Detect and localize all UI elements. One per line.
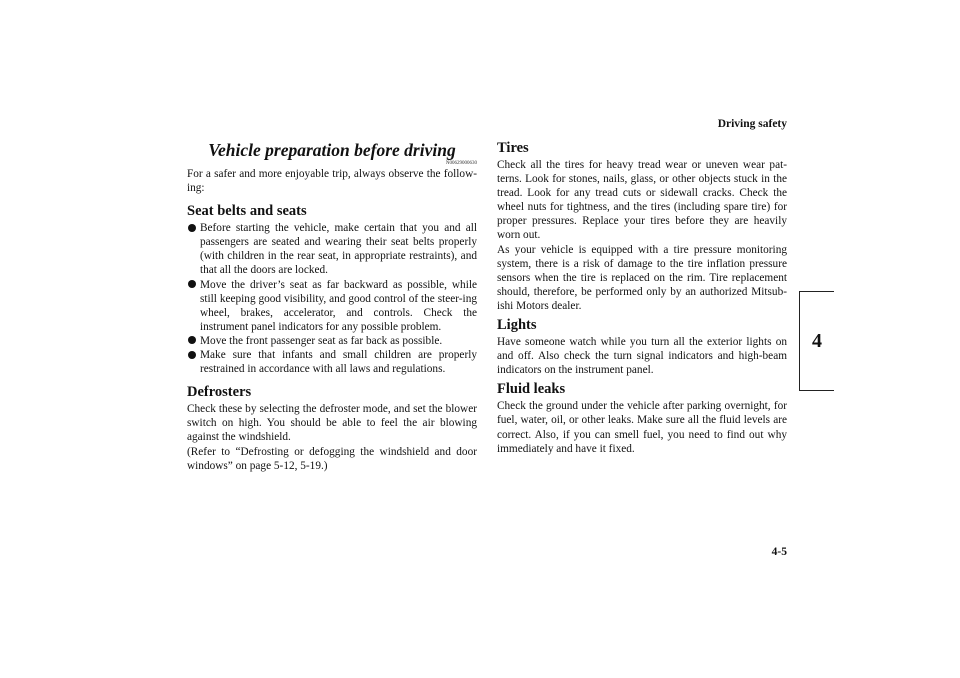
intro-text: For a safer and more enjoyable trip, always observe the follow-ing:: [187, 168, 477, 195]
bullet-icon: [188, 351, 196, 359]
bullet-icon: [188, 224, 196, 232]
section-title: Vehicle preparation before driving: [208, 140, 456, 160]
defrosters-heading: Defrosters: [187, 384, 252, 401]
defrosters-text: Check these by selecting the defroster mode, and set the blower switch on high. You should be able to feel the air blowing against the windshield.: [187, 403, 477, 444]
lights-text: Have someone watch while you turn all the exterior lights on and off. Also check the turn signal indicators and high-beam indicators on the instrument panel.: [497, 336, 787, 377]
left-column: [187, 140, 477, 473]
page-number: 4-5: [771, 546, 787, 558]
fluid-leaks-text: Check the ground under the vehicle after parking overnight, for fuel, water, oil, or other leaks. Make sure all the fluid levels are correct. Also, if you can smell fuel, you need to find out why immediately and have it fixed.: [497, 400, 787, 455]
list-item: [187, 221, 477, 277]
list-item-text: Move the driver’s seat as far backward as possible, while still keeping good visibility, and good control of the steer-ing wheel, brakes, accelerator, and controls. Check the instrument panel indicators for any possible problem.: [200, 278, 477, 333]
list-item-text: Before starting the vehicle, make certain that you and all passengers are seated and wearing their seat belts properly (with children in the rear seat, in appropriate restraints), and that all the doors are locked.: [200, 222, 477, 277]
defrosters-reference: (Refer to “Defrosting or defogging the windshield and door windows” on page 5-12, 5-19.): [187, 445, 477, 472]
running-head: Driving safety: [717, 118, 787, 130]
chapter-tab: [799, 291, 834, 391]
fluid-leaks-heading: Fluid leaks: [497, 381, 566, 398]
lights-heading: Lights: [497, 317, 537, 334]
tires-tpms-text: As your vehicle is equipped with a tire pressure monitoring system, there is a risk of damage to the tire inflation pressure sensors when the tire is replaced on the rim. Tire replacement should, therefore, be performed only by an authorized Mitsub-ishi Motors dealer.: [497, 243, 787, 312]
bullet-icon: [188, 336, 196, 344]
list-item-text: Move the front passenger seat as far back as possible.: [200, 334, 443, 347]
seat-belts-list: [187, 221, 477, 376]
chapter-tab-number: 4: [812, 329, 822, 352]
tires-heading: Tires: [497, 140, 529, 156]
tires-text: Check all the tires for heavy tread wear or uneven wear pat-terns. Look for stones, nails, glass, or other objects stuck in the tread. Look for any tread cuts or sidewall cracks. Check the wheel nuts for tightness, and the tires (including spare tire) for proper pressures. Replace your tires before they are heavily worn out.: [497, 159, 787, 242]
list-item-text: Make sure that infants and small children are properly restrained in accordance with all laws and regulations.: [200, 349, 477, 376]
bullet-icon: [188, 280, 196, 288]
list-item: [187, 278, 477, 334]
section-code: N00629000630: [445, 161, 477, 166]
right-column: [497, 140, 787, 456]
list-item: [187, 334, 477, 348]
list-item: [187, 348, 477, 376]
seat-belts-heading: Seat belts and seats: [187, 203, 307, 220]
